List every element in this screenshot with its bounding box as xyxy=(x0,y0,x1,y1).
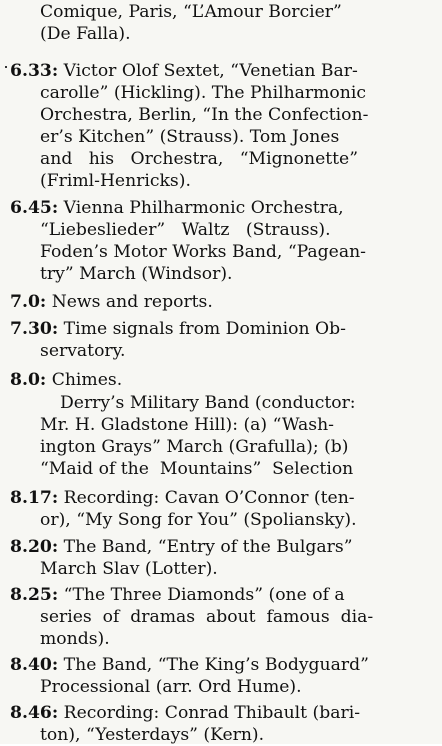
broadcast-time: 7.0: xyxy=(10,292,47,312)
broadcast-time: 8.17: xyxy=(10,488,59,508)
programme-text: (De Falla). xyxy=(40,24,131,44)
broadcast-time: 8.46: xyxy=(10,703,59,723)
programme-entry-line xyxy=(10,61,358,82)
broadcast-time: 6.45: xyxy=(10,198,59,218)
broadcast-time: 7.30: xyxy=(10,319,59,339)
programme-text: March Slav (Lotter). xyxy=(40,559,218,579)
programme-entry-line xyxy=(10,703,360,724)
programme-text: “Maid of the Mountains” Selection xyxy=(40,459,354,479)
programme-entry-line xyxy=(10,198,344,219)
programme-text: The Band, “The King’s Bodyguard” xyxy=(58,655,369,675)
programme-text: Orchestra, Berlin, “In the Confection- xyxy=(40,105,369,125)
programme-text-line xyxy=(40,415,334,436)
programme-text-line xyxy=(40,127,339,148)
programme-text: Derry’s Military Band (conductor: xyxy=(60,393,356,413)
programme-entry-line xyxy=(10,537,352,558)
programme-text: News and reports. xyxy=(46,292,213,312)
broadcast-time: 8.40: xyxy=(10,655,59,675)
programme-entry-line xyxy=(10,585,345,606)
programme-text-line xyxy=(40,2,342,23)
programme-text: monds). xyxy=(40,629,110,649)
programme-text-line xyxy=(40,24,131,45)
programme-text-line xyxy=(40,677,302,698)
programme-text: Processional (arr. Ord Hume). xyxy=(40,677,302,697)
programme-text: Comique, Paris, “L’Amour Borcier” xyxy=(40,2,342,22)
programme-text: The Band, “Entry of the Bulgars” xyxy=(58,537,353,557)
programme-text-line xyxy=(40,171,191,192)
programme-text-line xyxy=(40,725,264,746)
programme-text-line xyxy=(40,264,233,285)
programme-entry-line xyxy=(10,655,369,676)
programme-text: ton), “Yesterdays” (Kern). xyxy=(40,725,265,745)
programme-text-line xyxy=(40,220,331,241)
programme-text-line xyxy=(40,510,357,531)
programme-text: try” March (Windsor). xyxy=(40,264,233,284)
programme-text: Mr. H. Gladstone Hill): (a) “Wash- xyxy=(40,415,334,435)
programme-entry-line xyxy=(10,488,355,509)
programme-text: Vienna Philharmonic Orchestra, xyxy=(58,198,344,218)
programme-entry-line xyxy=(10,292,213,313)
programme-text-line xyxy=(40,437,349,458)
programme-text: “The Three Diamonds” (one of a xyxy=(58,585,345,605)
programme-text-line xyxy=(40,149,358,170)
programme-text-line xyxy=(40,105,368,126)
programme-text: Recording: Conrad Thibault (bari- xyxy=(58,703,360,723)
programme-text-line xyxy=(40,83,366,104)
programme-text: (Friml-Henricks). xyxy=(40,171,191,191)
programme-text-line xyxy=(40,559,218,580)
programme-text: ington Grays” March (Grafulla); (b) xyxy=(40,437,349,457)
programme-text-line xyxy=(40,242,366,263)
programme-text: Recording: Cavan O’Connor (ten- xyxy=(58,488,355,508)
print-speck xyxy=(5,66,7,68)
programme-text: and his Orchestra, “Mignonette” xyxy=(40,149,359,169)
programme-text-line xyxy=(40,629,110,650)
programme-entry-line xyxy=(10,370,122,391)
programme-text: Victor Olof Sextet, “Venetian Bar- xyxy=(58,61,358,81)
programme-text: Time signals from Dominion Ob- xyxy=(58,319,346,339)
programme-text-line xyxy=(60,393,356,414)
programme-text-line xyxy=(40,607,373,628)
programme-text: er’s Kitchen” (Strauss). Tom Jones xyxy=(40,127,340,147)
programme-text: Foden’s Motor Works Band, “Pagean- xyxy=(40,242,366,262)
programme-text: Chimes. xyxy=(46,370,123,390)
programme-text-line xyxy=(40,459,353,480)
programme-text: series of dramas about famous dia- xyxy=(40,607,374,627)
programme-text: carolle” (Hickling). The Philharmonic xyxy=(40,83,366,103)
broadcast-time: 8.0: xyxy=(10,370,47,390)
programme-text: servatory. xyxy=(40,341,126,361)
broadcast-time: 8.20: xyxy=(10,537,59,557)
programme-entry-line xyxy=(10,319,346,340)
programme-text: or), “My Song for You” (Spoliansky). xyxy=(40,510,357,530)
programme-text: “Liebeslieder” Waltz (Strauss). xyxy=(40,220,331,240)
broadcast-time: 8.25: xyxy=(10,585,59,605)
broadcast-time: 6.33: xyxy=(10,61,59,81)
programme-text-line xyxy=(40,341,126,362)
